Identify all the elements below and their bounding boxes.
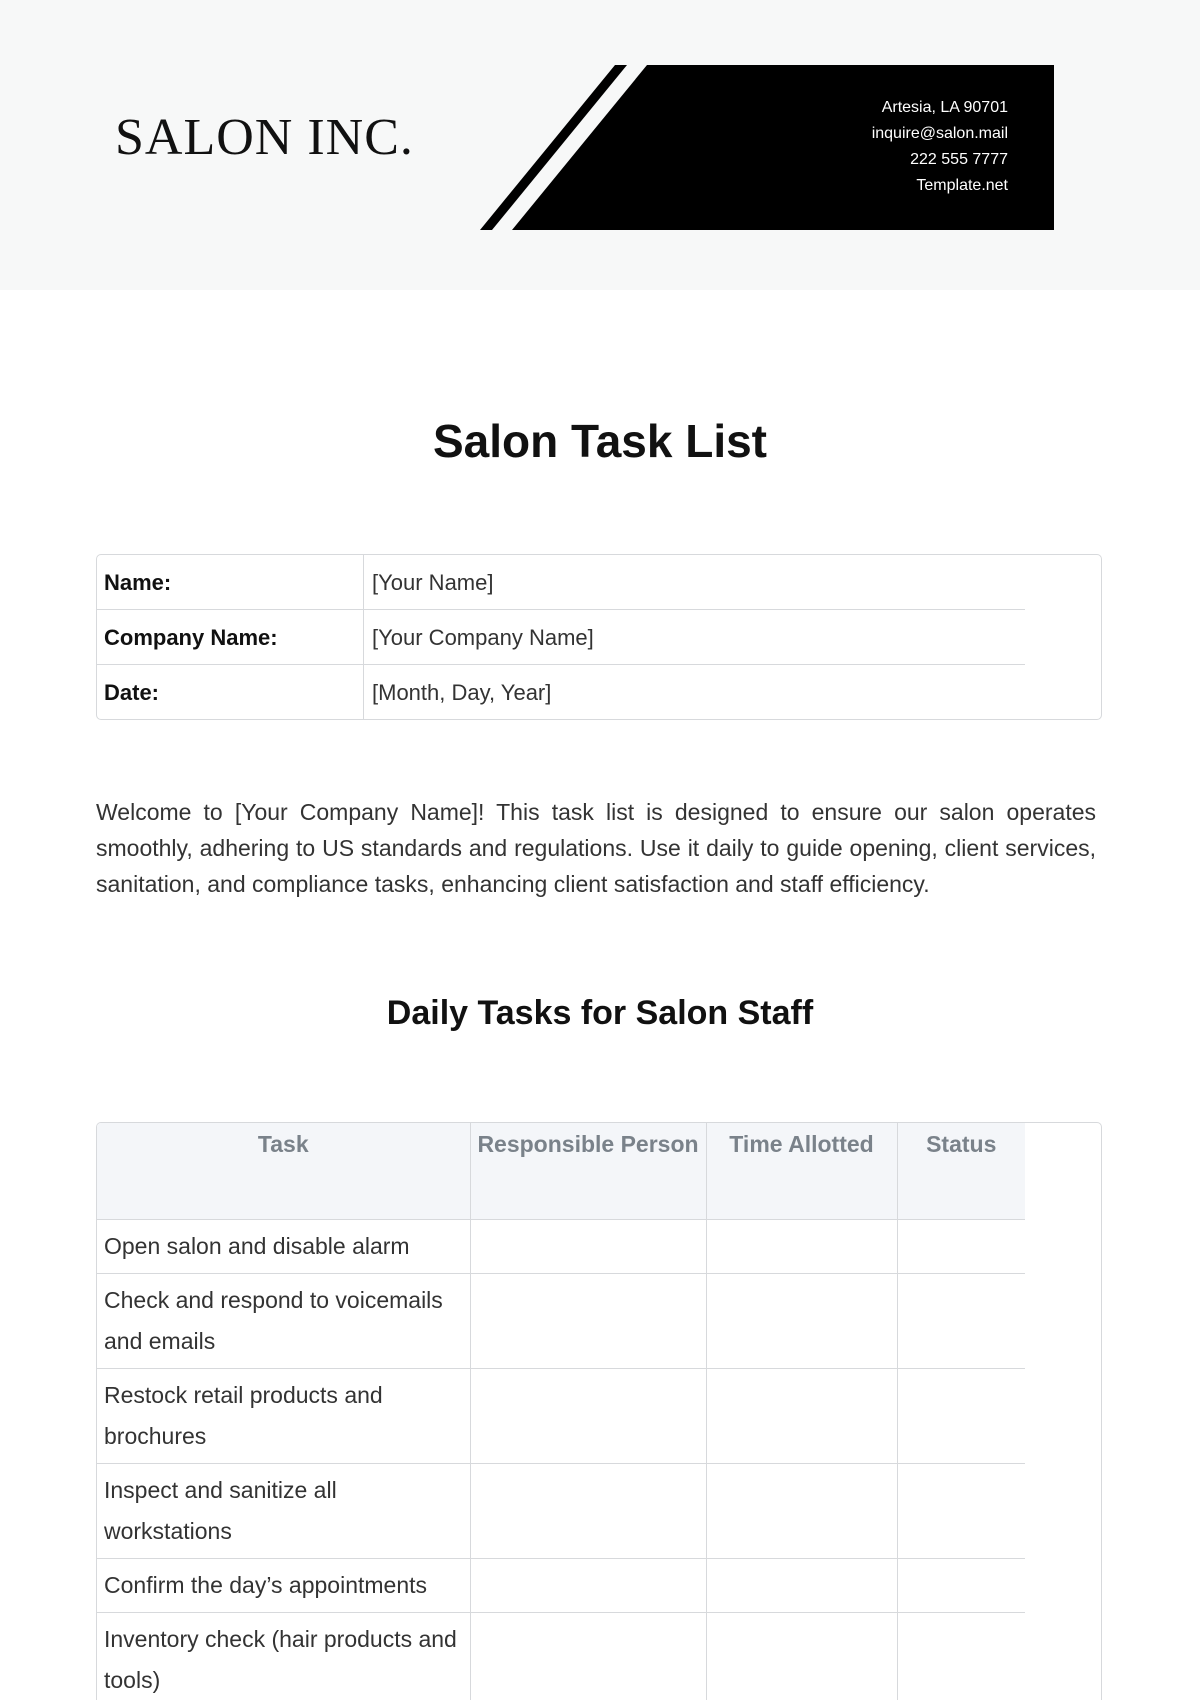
responsible-cell[interactable] bbox=[470, 1368, 706, 1463]
contact-block bbox=[872, 95, 1008, 199]
table-row bbox=[97, 1612, 1025, 1700]
responsible-cell[interactable] bbox=[470, 1273, 706, 1368]
info-label: Name: bbox=[97, 555, 364, 609]
contact-email: inquire@salon.mail bbox=[871, 125, 1008, 142]
task-cell: Inspect and sanitize all workstations bbox=[97, 1463, 470, 1558]
info-row-company bbox=[97, 610, 1025, 665]
contact-address: Artesia, LA 90701 bbox=[881, 99, 1008, 116]
column-header-status: Status bbox=[897, 1123, 1025, 1219]
status-cell[interactable] bbox=[897, 1463, 1025, 1558]
responsible-cell[interactable] bbox=[470, 1558, 706, 1612]
status-cell[interactable] bbox=[897, 1612, 1025, 1700]
table-row bbox=[97, 1273, 1025, 1368]
column-header-responsible: Responsible Person bbox=[470, 1123, 706, 1219]
task-table bbox=[97, 1123, 1025, 1700]
info-value: [Your Company Name] bbox=[372, 625, 594, 650]
status-cell[interactable] bbox=[897, 1273, 1025, 1368]
time-cell[interactable] bbox=[706, 1463, 897, 1558]
time-cell[interactable] bbox=[706, 1219, 897, 1273]
task-cell: Inventory check (hair products and tools) bbox=[97, 1612, 470, 1700]
status-cell[interactable] bbox=[897, 1558, 1025, 1612]
table-row bbox=[97, 1463, 1025, 1558]
column-header-time: Time Allotted bbox=[706, 1123, 897, 1219]
time-cell[interactable] bbox=[706, 1612, 897, 1700]
section-heading: Daily Tasks for Salon Staff bbox=[386, 994, 814, 1032]
column-header-task: Task bbox=[97, 1123, 470, 1219]
info-table bbox=[96, 554, 1102, 720]
responsible-cell[interactable] bbox=[470, 1463, 706, 1558]
task-table-container bbox=[96, 1122, 1102, 1700]
responsible-cell[interactable] bbox=[470, 1219, 706, 1273]
time-cell[interactable] bbox=[706, 1273, 897, 1368]
task-cell: Open salon and disable alarm bbox=[97, 1219, 470, 1273]
info-row-date bbox=[97, 665, 1025, 720]
responsible-cell[interactable] bbox=[470, 1612, 706, 1700]
table-row bbox=[97, 1219, 1025, 1273]
table-header-row bbox=[97, 1123, 1025, 1219]
letterhead bbox=[0, 0, 1200, 290]
info-value: [Month, Day, Year] bbox=[372, 680, 552, 705]
task-cell: Check and respond to voicemails and emails bbox=[97, 1273, 470, 1368]
task-cell: Restock retail products and brochures bbox=[97, 1368, 470, 1463]
info-value: [Your Name] bbox=[372, 570, 494, 595]
status-cell[interactable] bbox=[897, 1219, 1025, 1273]
time-cell[interactable] bbox=[706, 1368, 897, 1463]
time-cell[interactable] bbox=[706, 1558, 897, 1612]
task-cell: Confirm the day’s appointments bbox=[97, 1558, 470, 1612]
intro-paragraph: Welcome to [Your Company Name]! This task list is designed to ensure our salon operates smoothly, adhering to US standards and regulations. Use it daily to guide opening, client services, sanitation, and compliance tasks, enhancing client satisfaction and staff efficiency. bbox=[96, 799, 1096, 897]
contact-phone: 222 555 7777 bbox=[910, 151, 1008, 168]
table-row bbox=[97, 1558, 1025, 1612]
info-label: Company Name: bbox=[97, 610, 364, 664]
company-logo: SALON INC. bbox=[115, 109, 414, 166]
info-row-name bbox=[97, 555, 1025, 610]
info-label: Date: bbox=[97, 665, 364, 720]
table-row bbox=[97, 1368, 1025, 1463]
contact-website: Template.net bbox=[916, 177, 1008, 194]
document-title: Salon Task List bbox=[432, 415, 768, 467]
status-cell[interactable] bbox=[897, 1368, 1025, 1463]
